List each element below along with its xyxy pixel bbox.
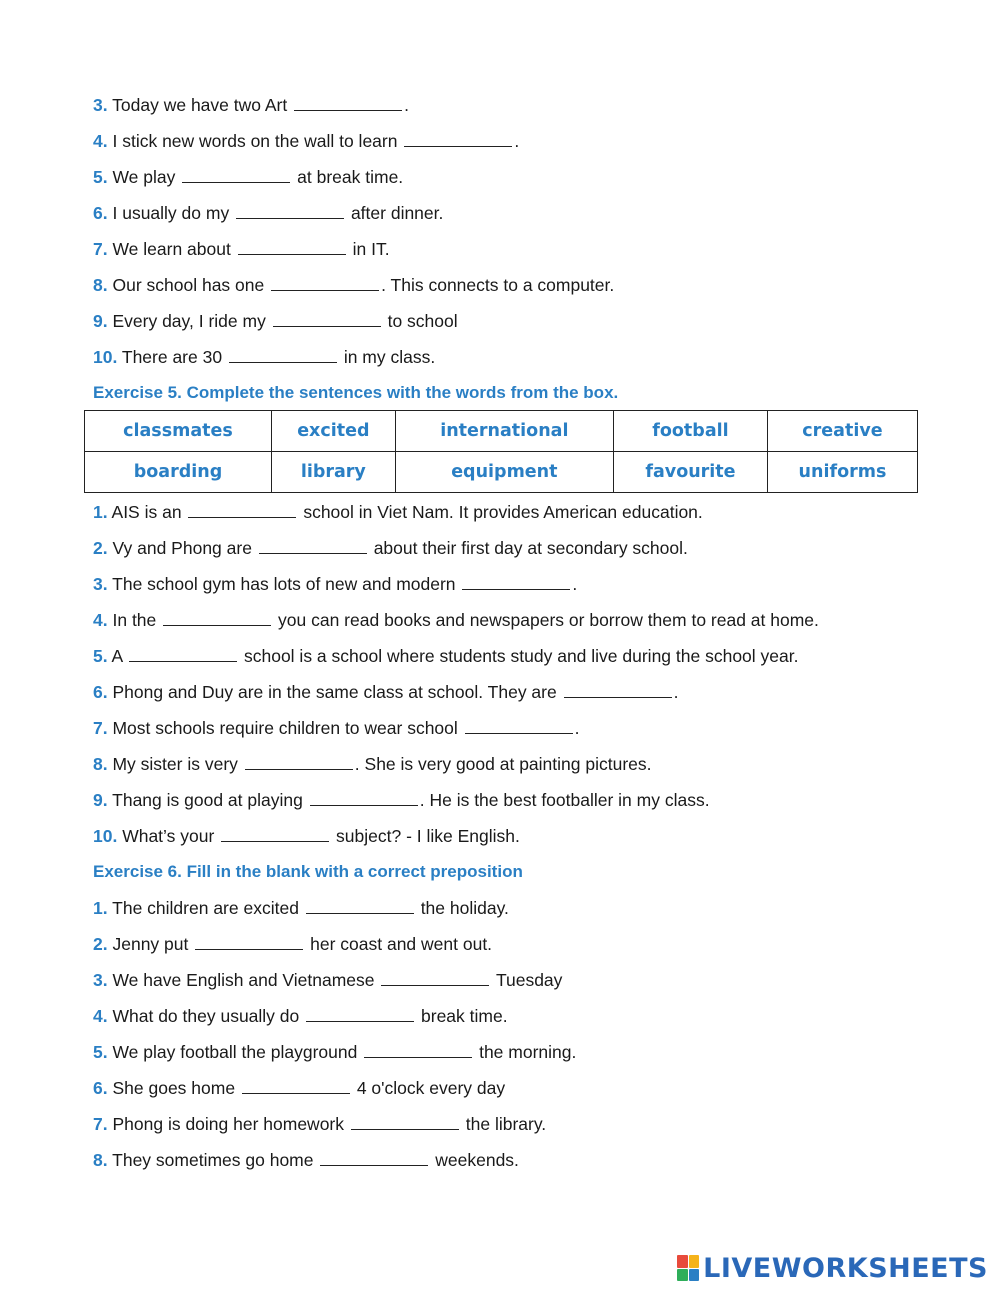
answer-blank[interactable] bbox=[236, 200, 344, 219]
question-number: 6. bbox=[93, 682, 108, 702]
question-text-after: in IT. bbox=[352, 239, 390, 259]
answer-blank[interactable] bbox=[564, 679, 672, 698]
question-number: 4. bbox=[93, 610, 108, 630]
question-item bbox=[93, 1111, 923, 1147]
word-box-row bbox=[85, 452, 918, 493]
answer-blank[interactable] bbox=[245, 751, 353, 770]
question-number: 3. bbox=[93, 574, 108, 594]
question-text-before: I usually do my bbox=[112, 203, 230, 223]
question-text-before: Phong is doing her homework bbox=[112, 1114, 345, 1134]
question-number: 7. bbox=[93, 1114, 108, 1134]
question-text-after: 4 o'clock every day bbox=[356, 1078, 506, 1098]
question-text-before: She goes home bbox=[112, 1078, 236, 1098]
question-item bbox=[93, 1075, 923, 1111]
word-box-cell: library bbox=[271, 452, 395, 493]
question-text-before: AIS is an bbox=[111, 502, 182, 522]
question-number: 2. bbox=[93, 538, 108, 558]
question-text-after: . This connects to a computer. bbox=[381, 275, 615, 295]
answer-blank[interactable] bbox=[381, 967, 489, 986]
logo-square bbox=[677, 1255, 688, 1268]
question-text-before: We learn about bbox=[112, 239, 231, 259]
question-item bbox=[93, 823, 923, 859]
question-number: 4. bbox=[93, 131, 108, 151]
question-item bbox=[93, 272, 923, 308]
question-text-after: . bbox=[404, 95, 410, 115]
question-text-after: subject? - I like English. bbox=[336, 826, 520, 846]
question-item bbox=[93, 128, 923, 164]
question-text-before: The children are excited bbox=[112, 898, 299, 918]
answer-blank[interactable] bbox=[188, 499, 296, 518]
word-box-cell: boarding bbox=[85, 452, 272, 493]
question-item bbox=[93, 200, 923, 236]
question-number: 8. bbox=[93, 754, 108, 774]
question-text-after: after dinner. bbox=[350, 203, 444, 223]
question-text-after: the holiday. bbox=[420, 898, 509, 918]
answer-blank[interactable] bbox=[320, 1147, 428, 1166]
answer-blank[interactable] bbox=[462, 571, 570, 590]
question-text-before: They sometimes go home bbox=[112, 1150, 314, 1170]
question-text-before: Jenny put bbox=[112, 934, 189, 954]
word-box-cell: classmates bbox=[85, 411, 272, 452]
question-number: 2. bbox=[93, 934, 108, 954]
question-text-before: In the bbox=[112, 610, 157, 630]
question-text-before: Vy and Phong are bbox=[112, 538, 252, 558]
question-text-after: the library. bbox=[465, 1114, 547, 1134]
question-text-before: Most schools require children to wear school bbox=[112, 718, 458, 738]
question-text-after: break time. bbox=[421, 1006, 508, 1026]
answer-blank[interactable] bbox=[306, 1003, 414, 1022]
question-number: 9. bbox=[93, 311, 108, 331]
question-number: 4. bbox=[93, 1006, 108, 1026]
word-box-cell: creative bbox=[767, 411, 917, 452]
question-item bbox=[93, 967, 923, 1003]
question-text-before: Thang is good at playing bbox=[112, 790, 303, 810]
word-box-cell: uniforms bbox=[767, 452, 917, 493]
question-text-before: I stick new words on the wall to learn bbox=[112, 131, 398, 151]
question-item bbox=[93, 1039, 923, 1075]
answer-blank[interactable] bbox=[465, 715, 573, 734]
answer-blank[interactable] bbox=[271, 272, 379, 291]
question-number: 8. bbox=[93, 1150, 108, 1170]
question-text-after: her coast and went out. bbox=[310, 934, 493, 954]
word-box-cell: favourite bbox=[613, 452, 767, 493]
question-text-before: There are 30 bbox=[121, 347, 223, 367]
question-text-after: . bbox=[574, 718, 580, 738]
question-text-before: We play bbox=[112, 167, 176, 187]
question-text-after: . bbox=[514, 131, 520, 151]
question-text-after: . bbox=[673, 682, 679, 702]
question-number: 3. bbox=[93, 95, 108, 115]
question-text-before: Today we have two Art bbox=[112, 95, 288, 115]
question-text-after: at break time. bbox=[297, 167, 404, 187]
answer-blank[interactable] bbox=[259, 535, 367, 554]
question-number: 5. bbox=[93, 167, 108, 187]
question-item bbox=[93, 607, 923, 643]
question-text-before: What do they usually do bbox=[112, 1006, 300, 1026]
exercise-6-title: Exercise 6. Fill in the blank with a correct preposition bbox=[93, 862, 523, 881]
logo-square bbox=[689, 1269, 700, 1282]
question-text-after: in my class. bbox=[343, 347, 436, 367]
question-text-after: school is a school where students study and live during the school year. bbox=[243, 646, 799, 666]
question-item bbox=[93, 895, 923, 931]
answer-blank[interactable] bbox=[404, 128, 512, 147]
question-item bbox=[93, 715, 923, 751]
answer-blank[interactable] bbox=[163, 607, 271, 626]
question-text-before: We play football the playground bbox=[112, 1042, 358, 1062]
word-box-cell: equipment bbox=[395, 452, 613, 493]
word-box-cell: excited bbox=[271, 411, 395, 452]
question-text-before: What’s your bbox=[122, 826, 215, 846]
answer-blank[interactable] bbox=[182, 164, 290, 183]
question-item bbox=[93, 931, 923, 967]
question-text-after: weekends. bbox=[435, 1150, 519, 1170]
word-box-row bbox=[85, 411, 918, 452]
exercise-6-list bbox=[93, 895, 923, 1183]
question-text-after: . She is very good at painting pictures. bbox=[354, 754, 652, 774]
question-text-before: Every day, I ride my bbox=[112, 311, 266, 331]
question-text-after: . bbox=[572, 574, 578, 594]
word-box-cell: football bbox=[613, 411, 767, 452]
question-number: 8. bbox=[93, 275, 108, 295]
question-item bbox=[93, 499, 923, 535]
answer-blank[interactable] bbox=[273, 308, 381, 327]
exercise-4-list bbox=[93, 92, 923, 380]
question-item bbox=[93, 787, 923, 823]
question-item bbox=[93, 308, 923, 344]
question-item bbox=[93, 643, 923, 679]
question-number: 5. bbox=[93, 1042, 108, 1062]
question-number: 9. bbox=[93, 790, 108, 810]
question-text-before: A bbox=[111, 646, 123, 666]
logo-mark-icon bbox=[677, 1255, 699, 1281]
question-item bbox=[93, 571, 923, 607]
logo-square bbox=[689, 1255, 700, 1268]
word-box bbox=[84, 410, 918, 493]
question-number: 7. bbox=[93, 239, 108, 259]
answer-blank[interactable] bbox=[195, 931, 303, 950]
exercise-5-title: Exercise 5. Complete the sentences with the words from the box. bbox=[93, 383, 619, 402]
question-item bbox=[93, 92, 923, 128]
question-text-before: Phong and Duy are in the same class at school. They are bbox=[112, 682, 557, 702]
answer-blank[interactable] bbox=[238, 236, 346, 255]
question-text-after: to school bbox=[387, 311, 458, 331]
answer-blank[interactable] bbox=[242, 1075, 350, 1094]
question-item bbox=[93, 751, 923, 787]
answer-blank[interactable] bbox=[229, 344, 337, 363]
answer-blank[interactable] bbox=[364, 1039, 472, 1058]
question-text-after: about their first day at secondary school. bbox=[373, 538, 688, 558]
question-number: 6. bbox=[93, 203, 108, 223]
word-box-cell: international bbox=[395, 411, 613, 452]
answer-blank[interactable] bbox=[351, 1111, 459, 1130]
question-item bbox=[93, 164, 923, 200]
question-number: 1. bbox=[93, 502, 108, 522]
question-number: 7. bbox=[93, 718, 108, 738]
question-item bbox=[93, 1003, 923, 1039]
question-text-after: you can read books and newspapers or borrow them to read at home. bbox=[278, 610, 819, 630]
answer-blank[interactable] bbox=[129, 643, 237, 662]
question-text-before: My sister is very bbox=[112, 754, 238, 774]
question-item bbox=[93, 679, 923, 715]
question-item bbox=[93, 344, 923, 380]
question-item bbox=[93, 535, 923, 571]
answer-blank[interactable] bbox=[306, 895, 414, 914]
question-item bbox=[93, 1147, 923, 1183]
answer-blank[interactable] bbox=[310, 787, 418, 806]
logo-text: LIVEWORKSHEETS bbox=[703, 1252, 988, 1284]
question-number: 10. bbox=[93, 826, 118, 846]
question-text-before: Our school has one bbox=[112, 275, 265, 295]
question-text-after: school in Viet Nam. It provides American education. bbox=[303, 502, 703, 522]
question-number: 10. bbox=[93, 347, 118, 367]
liveworksheets-logo bbox=[677, 1251, 988, 1285]
question-number: 1. bbox=[93, 898, 108, 918]
question-number: 6. bbox=[93, 1078, 108, 1098]
question-number: 5. bbox=[93, 646, 108, 666]
question-text-after: . He is the best footballer in my class. bbox=[419, 790, 710, 810]
question-text-after: Tuesday bbox=[495, 970, 563, 990]
question-number: 3. bbox=[93, 970, 108, 990]
question-text-after: the morning. bbox=[479, 1042, 577, 1062]
question-item bbox=[93, 236, 923, 272]
answer-blank[interactable] bbox=[294, 92, 402, 111]
exercise-5-list bbox=[93, 499, 923, 859]
answer-blank[interactable] bbox=[221, 823, 329, 842]
worksheet bbox=[93, 92, 923, 1183]
logo-square bbox=[677, 1269, 688, 1282]
question-text-before: The school gym has lots of new and modern bbox=[112, 574, 456, 594]
question-text-before: We have English and Vietnamese bbox=[112, 970, 375, 990]
